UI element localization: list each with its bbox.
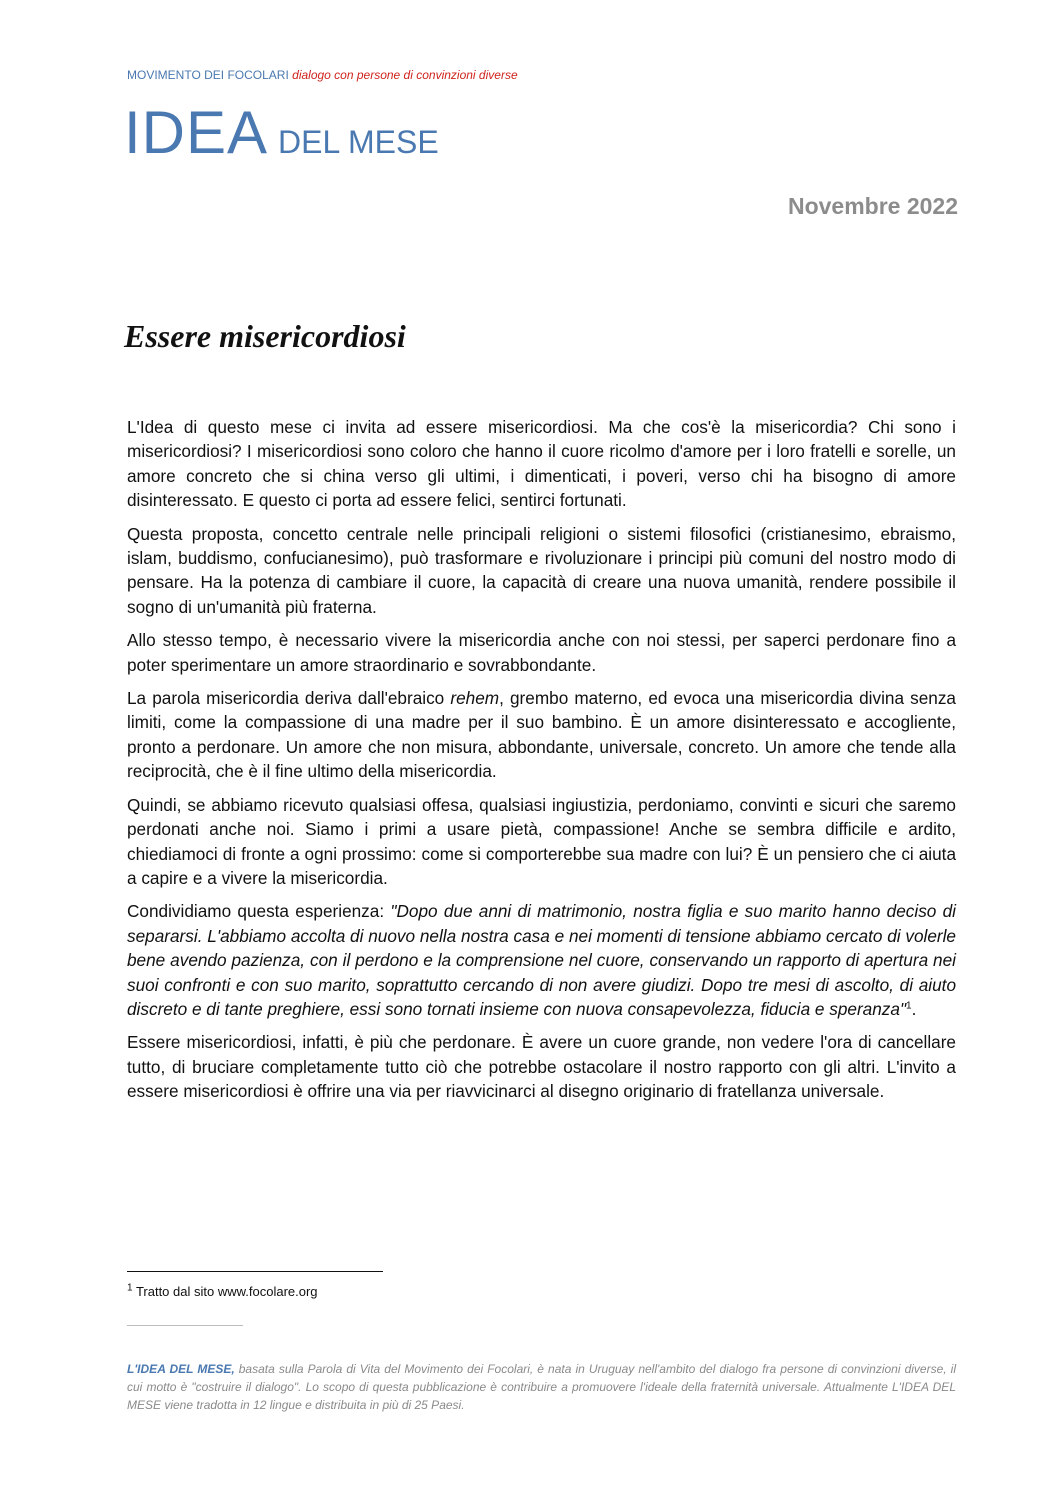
experience-quote: "Dopo due anni di matrimonio, nostra figlia e suo marito hanno deciso di separarsi. L'abbiamo accolta di nuovo nella nostra casa e nei momenti di tensione abbiamo cercato di volerle bene avendo pazienza, con il perdono e la comprensione nel cuore, conservando un rapporto di apertura nei suoi confronti e con suo marito, soprattutto cercando di non avere giudizi. Dopo tre mesi di ascolto, di aiuto discreto e di tante preghiere, essi sono tornati insieme con nuova consapevolezza, fiducia e speranza" bbox=[127, 901, 956, 1019]
issue-date: Novembre 2022 bbox=[787, 193, 958, 219]
paragraph-text: Condividiamo questa esperienza: bbox=[127, 901, 391, 922]
paragraph-text: , grembo materno, ed evoca una misericordia divina senza limiti, come la compassione di una madre per il suo bambino. È un amore disinteressato e accogliente, pronto a perdonare. Un amore che non misura, abbondante, universale, concreto. Un amore che tende alla reciprocità, che è il fine ultimo della misericordia. bbox=[127, 688, 956, 782]
masthead-subtitle: DEL MESE bbox=[278, 124, 439, 160]
paragraph: Questa proposta, concetto centrale nelle principali religioni o sistemi filosofici (cristianesimo, ebraismo, islam, buddismo, confucianesimo), può trasformare e rivoluzionare i principi più comuni del nostro modo di pensare. Ha la potenza di cambiare il cuore, la capacità di creare una nuova umanità, rendere possibile il sogno di un'umanità più fraterna. bbox=[127, 523, 956, 617]
footer-brand: L'IDEA DEL MESE, bbox=[127, 1362, 235, 1376]
masthead bbox=[124, 98, 439, 167]
hebrew-term: rehem bbox=[450, 688, 500, 709]
footnote-reference: 1 bbox=[906, 1000, 912, 1012]
paragraph bbox=[127, 686, 956, 784]
paragraph-text: . bbox=[911, 998, 917, 1019]
footnote-text: Tratto dal sito www.focolare.org bbox=[132, 1284, 318, 1299]
paragraph: Quindi, se abbiamo ricevuto qualsiasi offesa, qualsiasi ingiustizia, perdoniamo, convinti e sicuri che saremo perdonati anche noi. Siamo i primi a usare pietà, compassione! Anche se sembra difficile e ardito, chiediamoci di fronte a ogni prossimo: come si comporterebbe sua madre con lui? È un pensiero che ci aiuta a capire e a vivere la misericordia. bbox=[127, 794, 956, 888]
paragraph: Essere misericordiosi, infatti, è più che perdonare. È avere un cuore grande, non vedere l'ora di cancellare tutto, di bruciare completamente tutto ciò che potrebbe ostacolare il nostro rapporto con gli altri. L'invito a essere misericordiosi è offrire una via per riavvicinarci al disegno originario di fratellanza universale. bbox=[127, 1032, 956, 1102]
article-title: Essere misericordiosi bbox=[124, 318, 406, 354]
paragraph: L'Idea di questo mese ci invita ad essere misericordiosi. Ma che cos'è la misericordia? Chi sono i misericordiosi? I misericordiosi sono coloro che hanno il cuore ricolmo d'amore per i loro fratelli e sorelle, un amore concreto che si china verso gli ultimi, i dimenticati, i poveri, verso chi ha bisogno di amore disinteressato. E questo ci porta ad essere felici, sentirci fortunati. bbox=[127, 417, 956, 511]
footnote-number: 1 bbox=[127, 1282, 133, 1294]
paragraph: Allo stesso tempo, è necessario vivere la misericordia anche con noi stessi, per saperci perdonare fino a poter sperimentare un amore straordinario e sovrabbondante. bbox=[127, 630, 956, 675]
header-line bbox=[127, 68, 518, 82]
masthead-title: IDEA bbox=[124, 99, 269, 166]
organization-name: MOVIMENTO DEI FOCOLARI bbox=[127, 68, 289, 82]
header-tagline: dialogo con persone di convinzioni diverse bbox=[292, 68, 518, 82]
footer-note bbox=[127, 1360, 956, 1414]
footer-divider bbox=[127, 1325, 243, 1326]
footnote bbox=[127, 1284, 318, 1299]
footer-text: basata sulla Parola di Vita del Movimento dei Focolari, è nata in Uruguay nell'ambito del dialogo fra persone di convinzioni diverse, il cui motto è "costruire il dialogo". Lo scopo di questa pubblicazione è contribuire a promuovere l'ideale della fraternità universale. Attualmente L'IDEA DEL MESE viene tradotta in 12 lingue e distribuita in più di 25 Paesi. bbox=[127, 1362, 957, 1412]
article-body bbox=[127, 415, 956, 1113]
footnote-divider bbox=[127, 1271, 383, 1272]
paragraph bbox=[127, 899, 956, 1021]
paragraph-text: La parola misericordia deriva dall'ebraico bbox=[127, 688, 451, 709]
